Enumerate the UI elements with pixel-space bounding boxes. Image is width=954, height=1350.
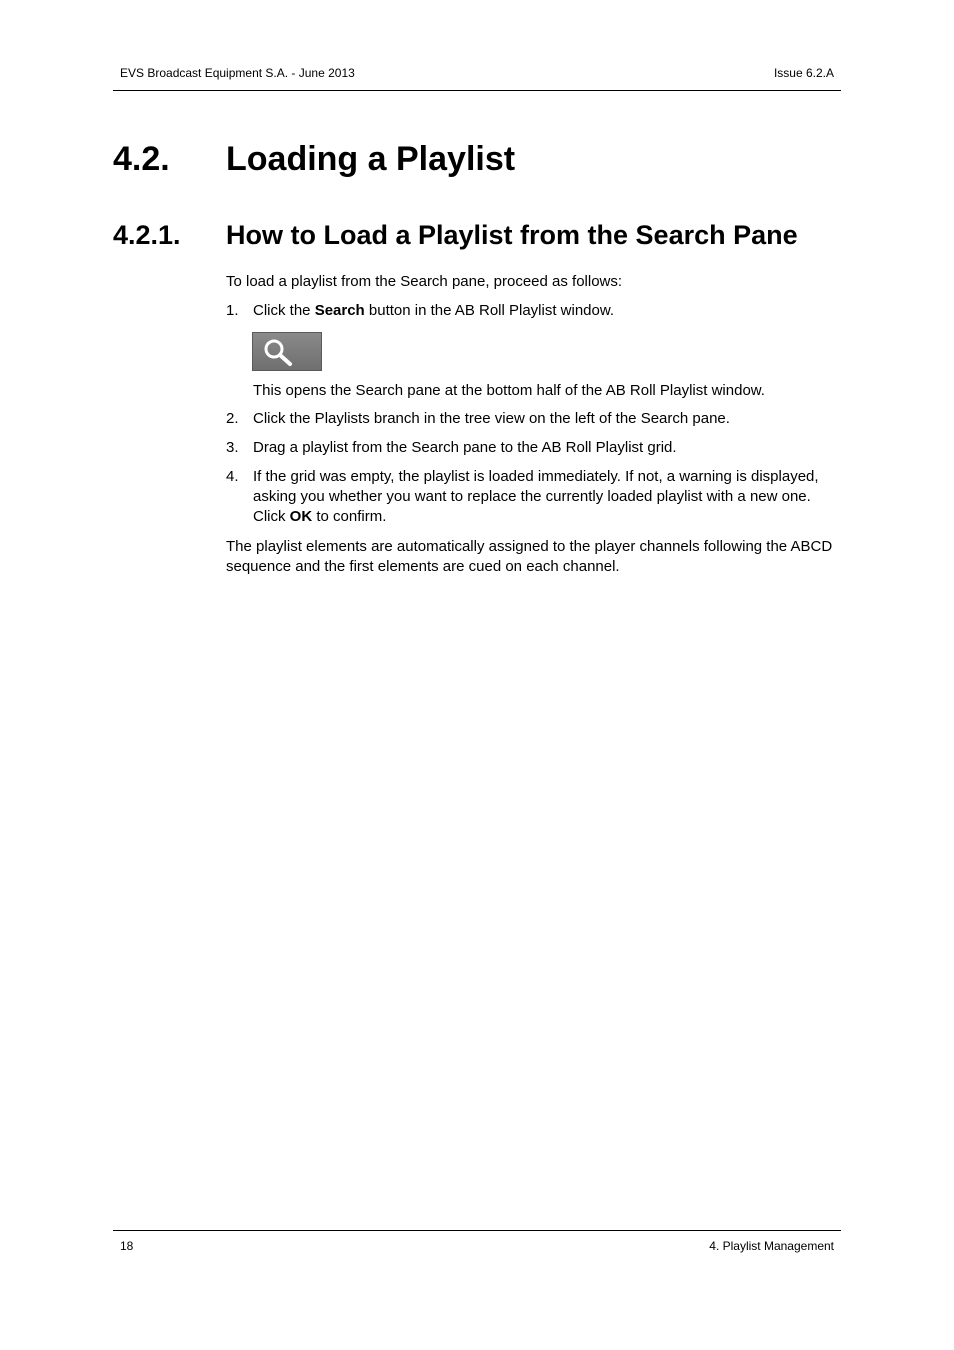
- section-heading: [113, 140, 515, 179]
- step-number: 3.: [226, 439, 239, 456]
- intro-paragraph: To load a playlist from the Search pane, proceed as follows:: [226, 273, 623, 290]
- search-button[interactable]: [252, 332, 322, 371]
- ok-term: OK: [289, 508, 313, 525]
- section-number: 4.2.: [113, 140, 170, 178]
- step-text: Click the Playlists branch in the tree view on the left of the Search pane.: [253, 410, 730, 427]
- step-4: [226, 467, 846, 527]
- conclusion-paragraph: The playlist elements are automatically assigned to the player channels following the ABCD sequence and the first elements are cued on each channel.: [226, 538, 833, 575]
- step-3: [226, 438, 846, 458]
- section-title: Loading a Playlist: [226, 140, 516, 178]
- step-number: 1.: [226, 302, 239, 319]
- step-number: 2.: [226, 410, 239, 427]
- step-text: Drag a playlist from the Search pane to the AB Roll Playlist grid.: [253, 439, 677, 456]
- subsection-heading: [113, 220, 798, 251]
- page-footer: [113, 1230, 841, 1253]
- footer-chapter: 4. Playlist Management: [709, 1239, 834, 1253]
- header-issue: Issue 6.2.A: [773, 66, 834, 80]
- step-1: [226, 301, 846, 321]
- page-header: [113, 64, 841, 91]
- page-number: 18: [120, 1239, 134, 1253]
- step-number: 4.: [226, 468, 239, 485]
- step-text: Click the Search button in the AB Roll Playlist window.: [253, 302, 615, 319]
- search-icon: [261, 337, 297, 367]
- header-publisher: EVS Broadcast Equipment S.A. - June 2013: [120, 66, 355, 80]
- search-term: Search: [314, 302, 365, 319]
- step-1-note: This opens the Search pane at the bottom half of the AB Roll Playlist window.: [253, 382, 765, 399]
- subsection-title: How to Load a Playlist from the Search Pane: [226, 220, 798, 250]
- step-2: [226, 409, 846, 429]
- subsection-number: 4.2.1.: [113, 220, 181, 250]
- step-text: If the grid was empty, the playlist is loaded immediately. If not, a warning is displayed, asking you whether you want to replace the currently loaded playlist with a new one. Click OK to confirm.: [253, 468, 819, 525]
